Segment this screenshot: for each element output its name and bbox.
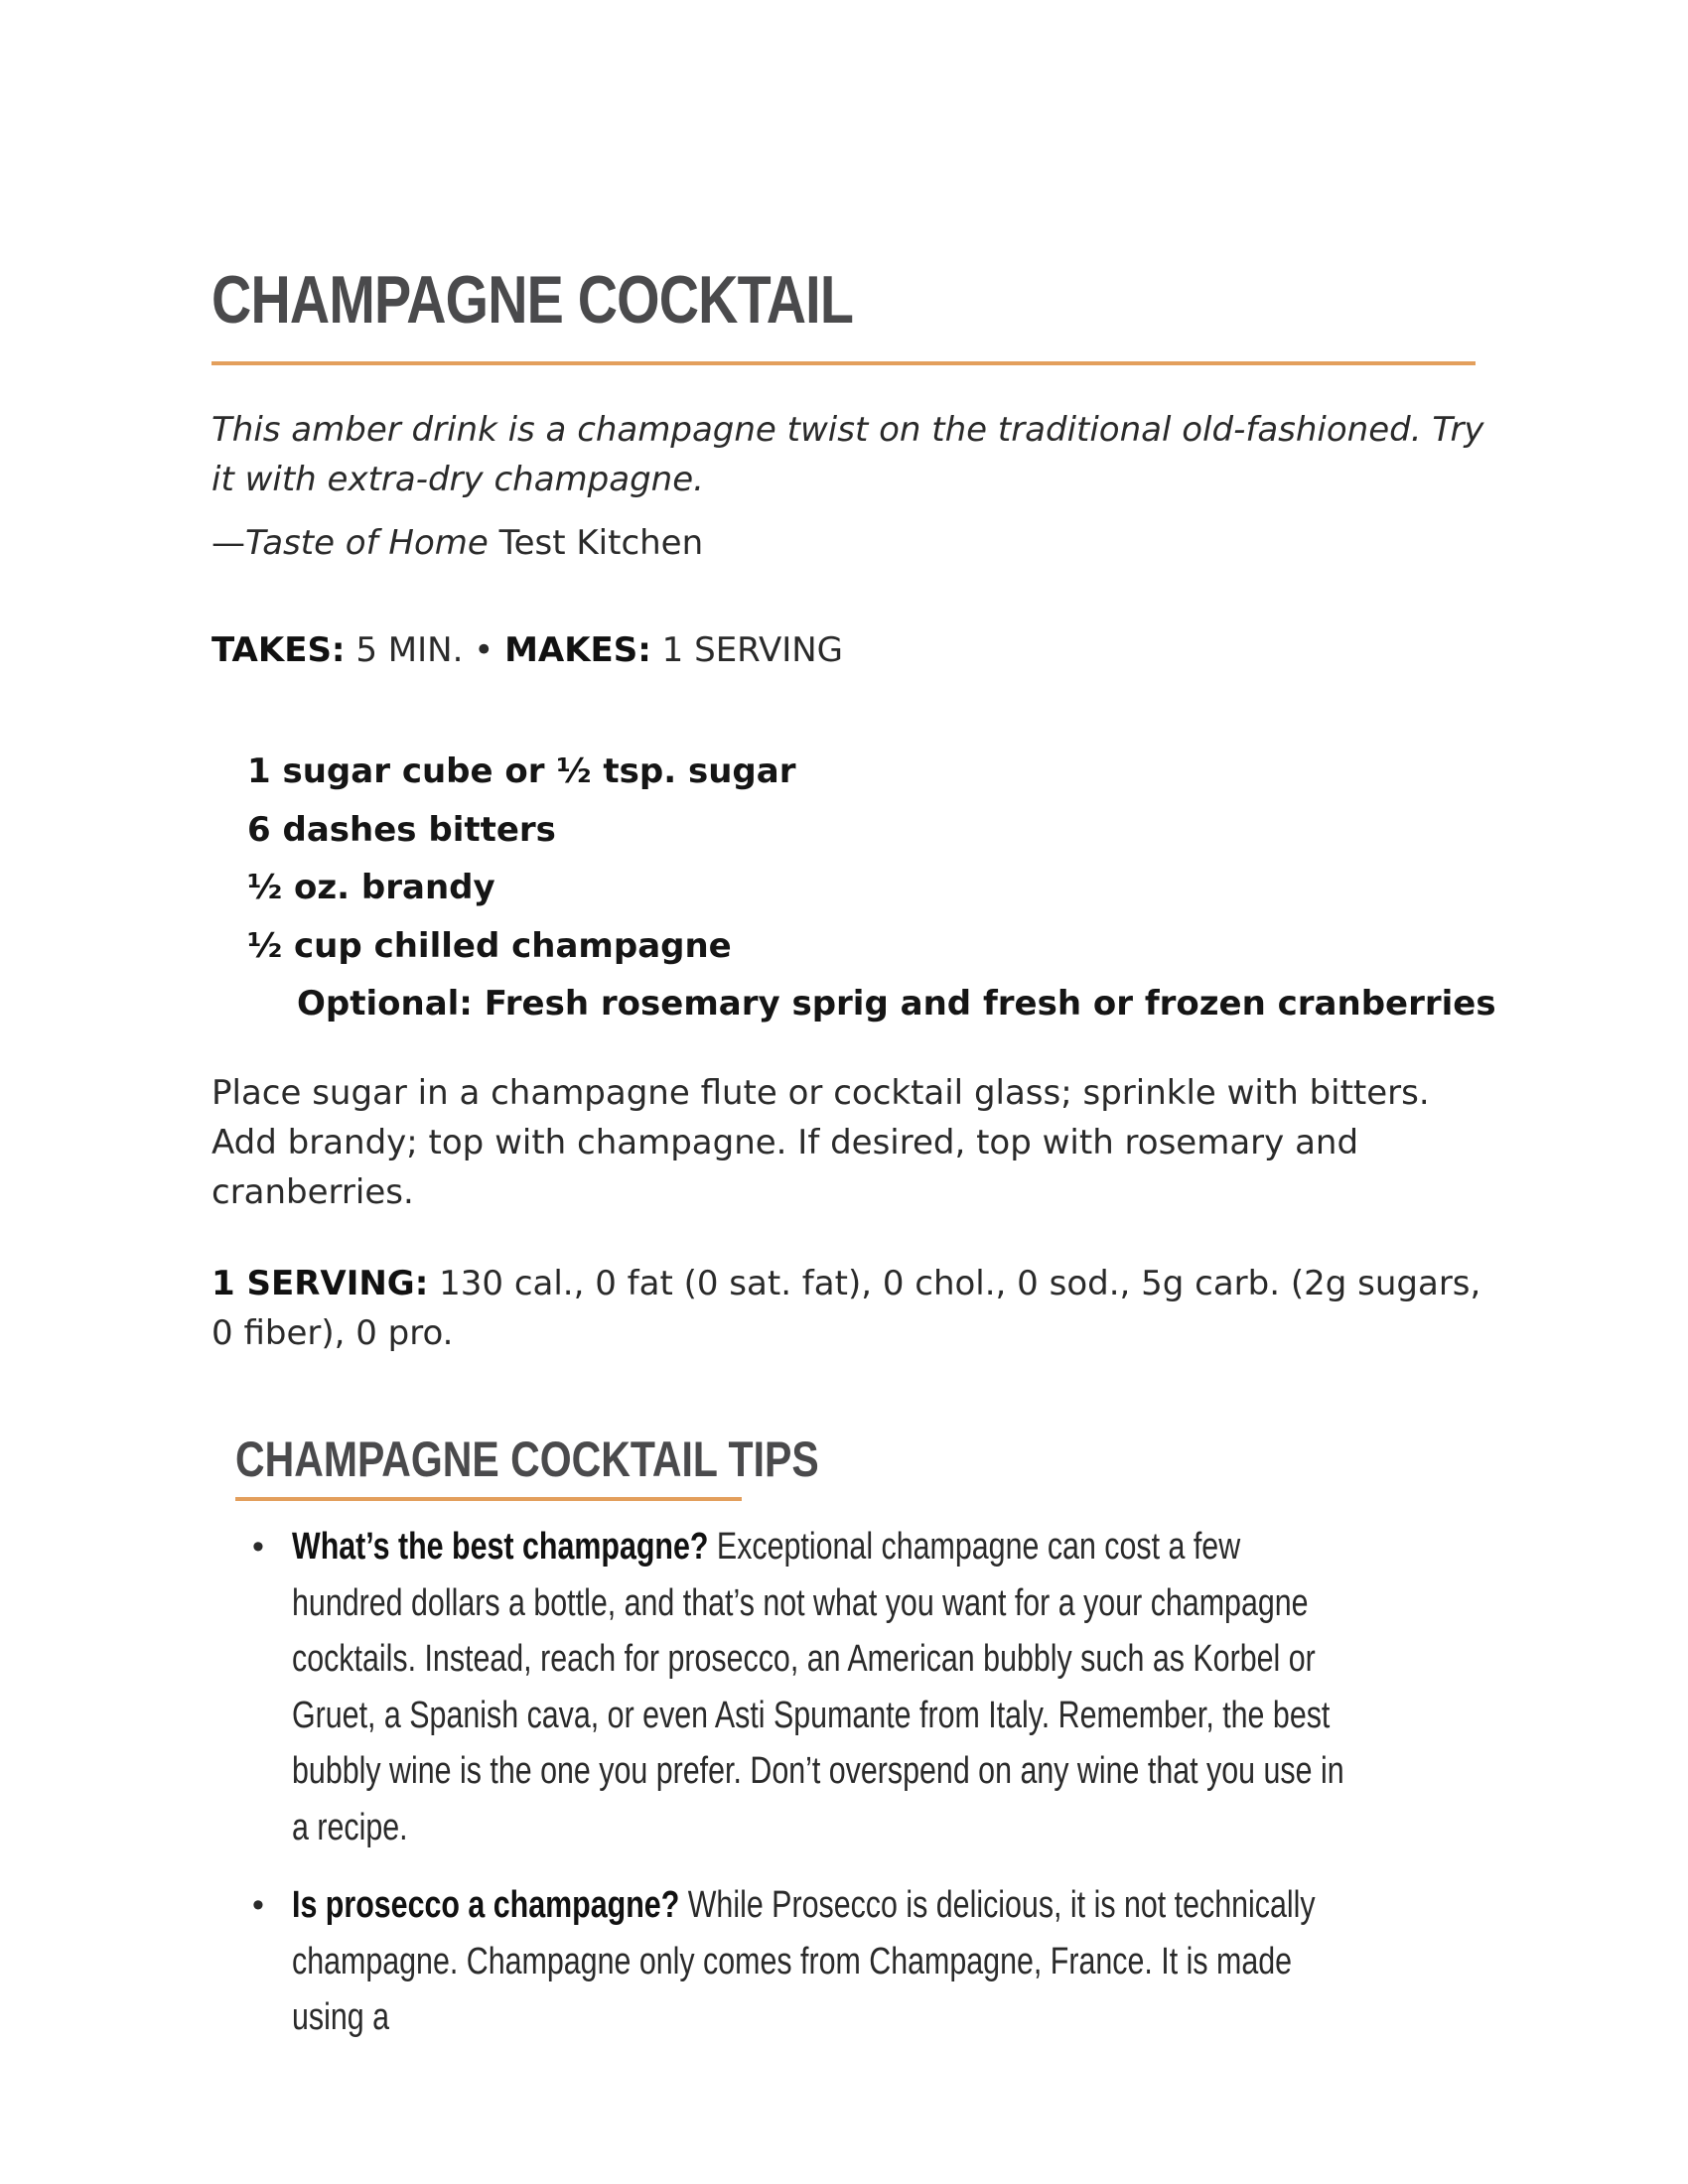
makes-label: MAKES: <box>504 630 651 670</box>
tip-question: Is prosecco a champagne? <box>292 1884 680 1926</box>
ingredient-item: ½ cup chilled champagne <box>247 925 732 966</box>
recipe-title: CHAMPAGNE COCKTAIL <box>211 262 854 338</box>
tip-body <box>292 1877 1356 2046</box>
ingredient-item: 1 sugar cube or ½ tsp. sugar <box>247 751 796 791</box>
recipe-attribution <box>211 518 703 568</box>
tip-item <box>248 1519 1489 1855</box>
tips-list <box>248 1519 1489 2068</box>
nutrition-text: 130 cal., 0 fat (0 sat. fat), 0 chol., 0 sod., 5g carb. (2g sugars, 0 fiber), 0 pro. <box>211 1264 1481 1353</box>
nutrition-label: 1 SERVING: <box>211 1264 429 1303</box>
attribution-publication: Taste of Home <box>245 523 489 563</box>
tip-answer: While Prosecco is delicious, it is not technically champagne. Champagne only comes from Champagne, France. It is made using a <box>292 1884 1316 2038</box>
tip-item <box>248 1877 1489 2046</box>
nutrition-facts <box>211 1259 1502 1358</box>
tip-body <box>292 1519 1356 1855</box>
recipe-directions: Place sugar in a champagne flute or cocktail glass; sprinkle with bitters. Add brandy; top with champagne. If desired, top with rosemary and cranberries. <box>211 1073 1430 1212</box>
tips-heading: CHAMPAGNE COCKTAIL TIPS <box>235 1432 819 1487</box>
tip-question: What’s the best champagne? <box>292 1526 709 1568</box>
recipe-intro: This amber drink is a champagne twist on the traditional old-fashioned. Try it with extra-dry champagne. <box>211 410 1484 499</box>
takes-value: 5 MIN. • <box>345 630 505 670</box>
ingredient-item: ½ oz. brandy <box>247 868 495 907</box>
tips-underline <box>235 1497 742 1501</box>
tip-answer: Exceptional champagne can cost a few hundred dollars a bottle, and that’s not what you want for a your champagne cocktails. Instead, reach for prosecco, an American bubbly such as Korbel or Gruet, a Spanish cava, or even Asti Spumante from Italy. Remember, the best bubbly wine is the one you prefer. Don’t overspend on any wine that you use in a recipe. <box>292 1526 1344 1848</box>
attribution-kitchen: Test Kitchen <box>488 523 704 563</box>
bullet-icon: • <box>252 1528 264 1566</box>
title-underline <box>211 361 1476 365</box>
makes-value: 1 SERVING <box>650 630 844 670</box>
recipe-meta <box>211 625 843 675</box>
attribution-dash: — <box>211 523 245 563</box>
bullet-icon: • <box>252 1886 264 1924</box>
takes-label: TAKES: <box>211 630 346 670</box>
ingredient-list <box>247 743 1496 1033</box>
ingredient-item: 6 dashes bitters <box>247 809 556 850</box>
ingredient-item-optional: Optional: Fresh rosemary sprig and fresh or frozen cranberries <box>297 984 1496 1024</box>
